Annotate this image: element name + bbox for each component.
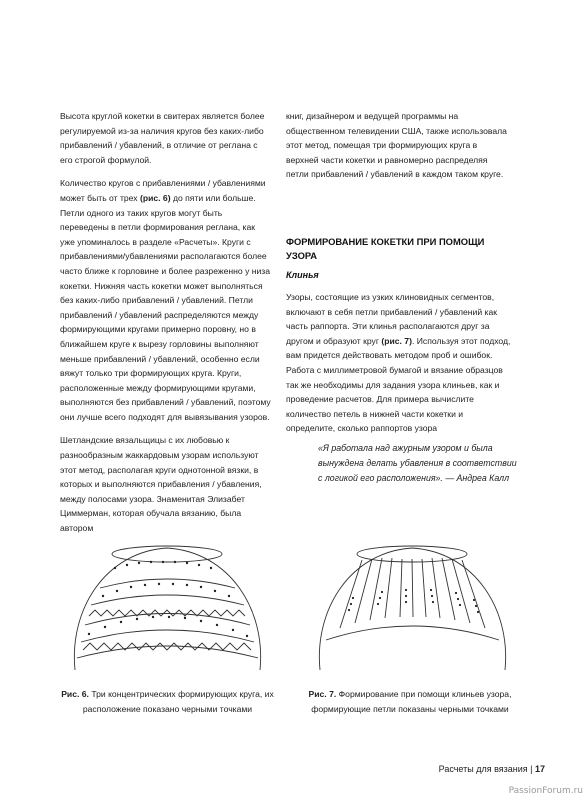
left-paragraph-2-rest: до пяти или больше. Петли одного из таких кругов могут быть переведены в петли формирования реглана, как уже упоминалось в разделе «Расчеты». Круги с прибавлениями/убавлениями располагаются более часто ближе к горловине и более разреженно у низа кокетки. Нижняя часть кокетки может выполняться без каких-либо прибавлений / убавлений. Петли прибавлений / убавлений распределяются между формирующими кругами примерно поровну, но в ближайшем круге к вырезу горловины выполняют меньше прибавлений / убавлений, особенно если вяжут только три формирующих круга. Круги, расположенные между формирующими кругами, выполняются без прибавлений / убавлений, поэтому они лучше всего подходят для вывязывания узоров. [60, 192, 271, 422]
right-column-top [286, 109, 508, 191]
section-subheading: Клинья [286, 270, 319, 280]
section-heading: ФОРМИРОВАНИЕ КОКЕТКИ ПРИ ПОМОЩИ УЗОРА [286, 236, 485, 261]
watermark: PassionForum.ru [508, 786, 583, 796]
left-paragraph-1: Высота круглой кокетки в свитерах является более регулируемой из-за наличия кругов без каких-либо прибавлений / убавлений, в отличие от реглана с его строгой формулой. [60, 111, 265, 165]
figure-6-caption-text: Три концентрических формирующих круга, их расположение показано черными точками [82, 689, 274, 714]
figure-7-caption-text: Формирование при помощи клиньев узора, формирующие петли показаны черными точками [311, 689, 512, 714]
right-column-body [286, 290, 512, 445]
right-paragraph-1: книг, дизайнером и ведущей программы на общественном телевидении США, также использовала этот метод, помещая три формирующих круга в верхней части кокетки и равномерно распределяя петли прибавлений / убавлений в каждом таком круге. [286, 111, 507, 180]
figure-7-label: Рис. 7. [308, 689, 337, 699]
footer-separator: | [527, 764, 535, 774]
left-paragraph-2 [60, 176, 272, 424]
left-paragraph-3: Шетландские вязальщицы с их любовью к разнообразным жаккардовым узорам используют этот метод, располагая круги однотонной вязки, в которых и выполняются прибавления / убавления, между полосами узора. Знаменитая Элизабет Циммерман, которая обучала вязанию, была автором [60, 435, 262, 534]
left-paragraph-2-start: Количество кругов с прибавлениями / убавлениями может быть от трех [60, 178, 266, 203]
fig6-reference: (рис. 6) [139, 192, 171, 203]
figure-7-illustration [300, 530, 525, 680]
page-footer [439, 764, 545, 774]
figure-6-illustration [55, 530, 280, 680]
left-column [60, 109, 272, 545]
page-number: 17 [534, 764, 545, 774]
right-paragraph-2-rest: . Используя этот подход, вам придется действовать методом проб и ошибок. Работа с миллиметровой бумагой и вязание образцов так же необходимы для задания узора клиньев, как и проведение расчетов. Для примера вычислите количество петель в нижней части кокетки и определите, сколько раппортов узора [286, 335, 511, 434]
right-paragraph-2 [286, 290, 512, 436]
footer-section: Расчеты для вязания [438, 764, 528, 774]
right-paragraph-2-start: Узоры, состоящие из узких клиновидных сегментов, включают в себя петли прибавлений / убавлений как часть раппорта. Эти клинья располагаются друг за другом и образуют круг [286, 292, 498, 346]
pull-quote: «Я работала над ажурным узором и была вынуждена делать убавления в соответствии с логикой его расположения». — Андреа Калл [318, 443, 517, 483]
figure-7-caption [290, 687, 530, 716]
figure-6-label: Рис. 6. [61, 689, 89, 699]
yoke-outline [74, 548, 260, 670]
fig7-reference: (рис. 7) [381, 335, 412, 346]
figure-6-caption [50, 687, 285, 716]
